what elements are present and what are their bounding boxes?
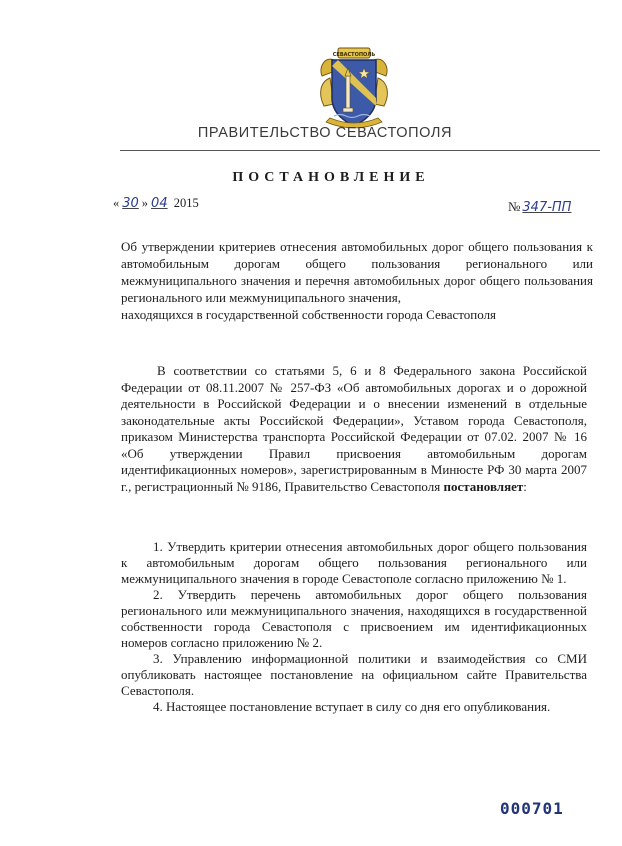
document-date (113, 196, 199, 211)
resolution-item: 2. Утвердить перечень автомобильных дорог общего пользования регионального или межмуниципального значения, находящихся в государственной собственности города Севастополя с присвоением им идентификационных номеров согласно приложению № 2. (121, 587, 587, 650)
sevastopol-coat-of-arms-icon (316, 46, 392, 130)
resolution-item: 3. Управлению информационной политики и взаимодействия со СМИ опубликовать настоящее постановление на официальном сайте Правительства Севастополя. (121, 651, 587, 698)
document-subject (121, 238, 593, 323)
emblem-ribbon-text: СЕВАСТОПОЛЬ (332, 52, 376, 58)
date-year: 2015 (173, 196, 199, 210)
document-kind-heading: ПОСТАНОВЛЕНИЕ (232, 170, 430, 185)
date-day: 30 (122, 196, 139, 211)
resolution-items (121, 539, 587, 715)
number-value: 347-ПП (522, 200, 572, 215)
preamble-text: В соответствии со статьями 5, 6 и 8 Федерального закона Российской Федерации от 08.11.2007 № 257-ФЗ «Об автомобильных дорогах и о дорожной деятельности в Российской Федерации и о внесении изменений в отдельные законодательные акты Российской Федерации», Уставом города Севастополя, приказом Министерства транспорта Российской Федерации от 07.02. 2007 № 16 «Об утверждении Правил присвоения автомобильным дорогам идентификационных номеров», зарегистрированным в Минюсте РФ 30 марта 2007 г., регистрационный № 9186, Правительство Севастополя (121, 363, 587, 494)
date-month: 04 (151, 196, 168, 211)
number-prefix: № (508, 199, 521, 214)
header-divider (120, 150, 600, 151)
stamp-serial-number: 000701 (500, 799, 564, 818)
preamble-colon: : (523, 478, 527, 494)
date-close-quote: » (141, 196, 149, 210)
government-title: ПРАВИТЕЛЬСТВО СЕВАСТОПОЛЯ (197, 125, 453, 141)
preamble-paragraph (121, 363, 587, 495)
date-open-quote: « (113, 196, 120, 210)
resolution-item: 4. Настоящее постановление вступает в силу со дня его опубликования. (153, 699, 551, 714)
resolution-item: 1. Утвердить критерии отнесения автомобильных дорог общего пользования к автомобильным дорогам общего пользования регионального или межмуниципального значения в городе Севастополе согласно приложению № 1. (121, 539, 587, 586)
document-number (508, 199, 571, 215)
subject-line: находящихся в государственной собственности города Севастополя (121, 307, 497, 322)
subject-line: Об утверждении критериев отнесения автомобильных дорог общего пользования к автомобильным дорогам общего пользования регионального или межмуниципального значения и перечня автомобильных дорог общего пользования регионального или межмуниципального значения, (121, 239, 593, 305)
preamble-action-word: постановляет (443, 478, 524, 494)
